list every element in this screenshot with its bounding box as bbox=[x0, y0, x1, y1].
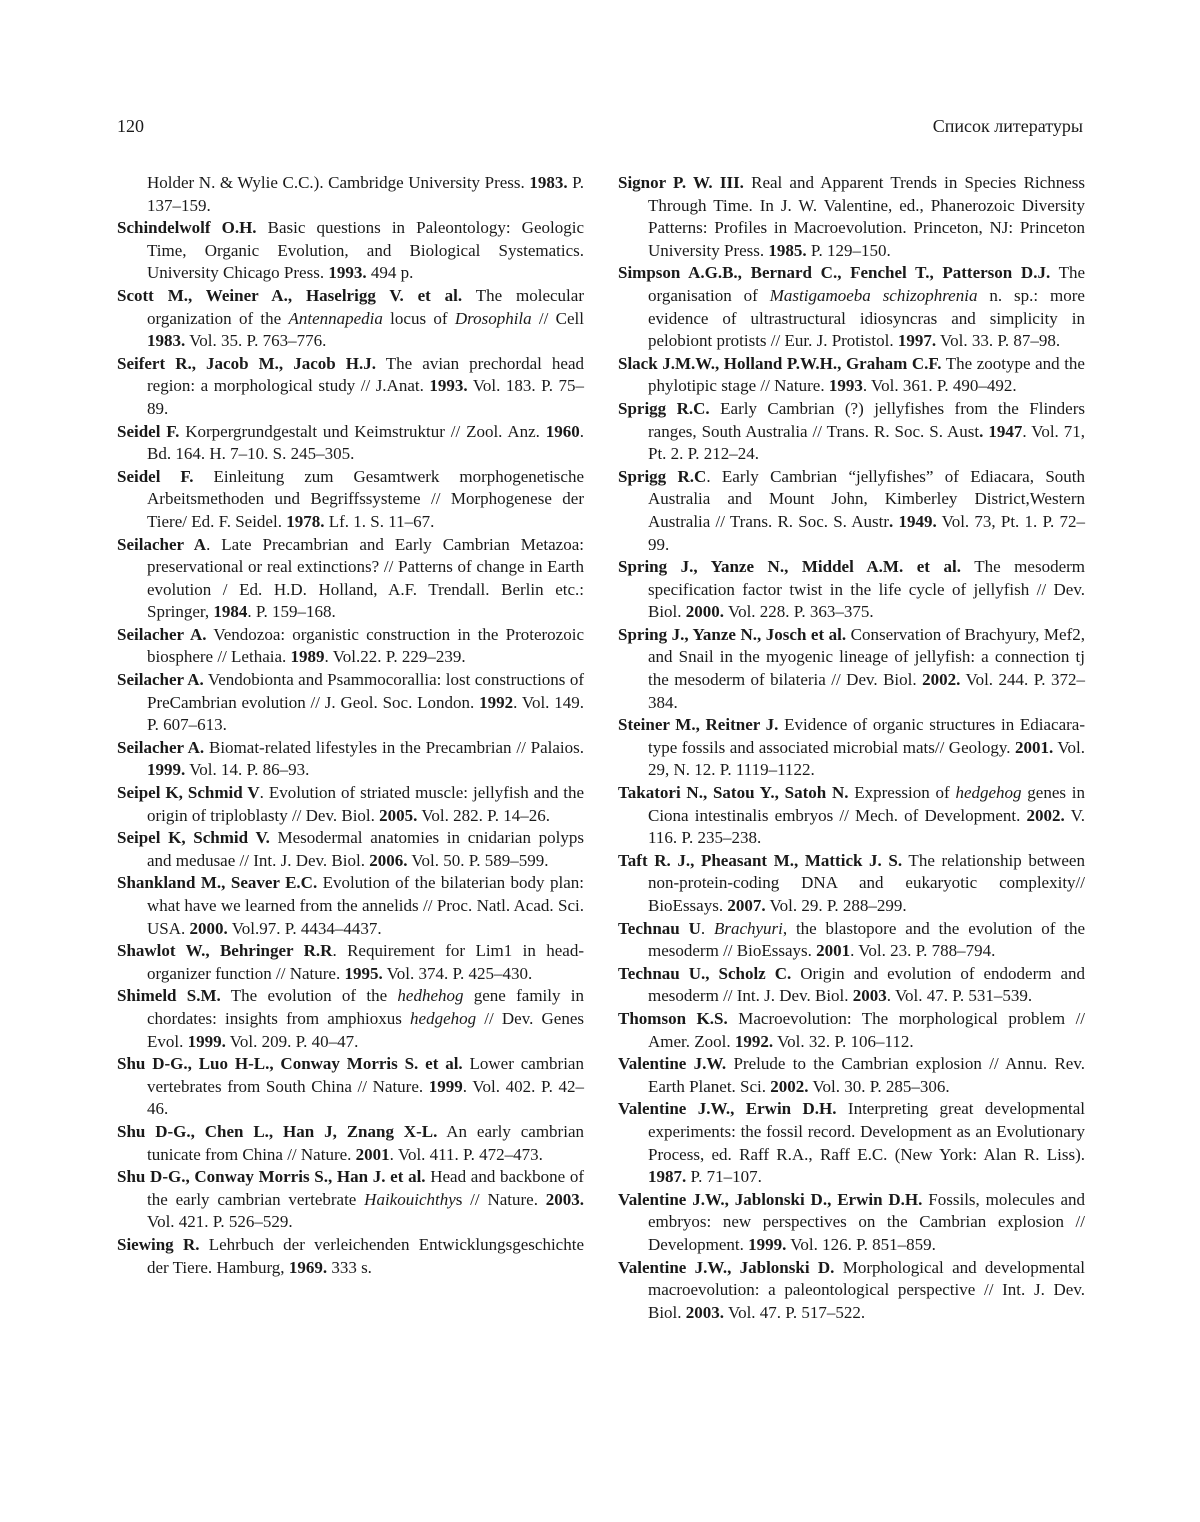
reference-bold-text: 2002. bbox=[1026, 805, 1065, 825]
reference-entry bbox=[117, 534, 584, 624]
reference-text: Evidence of organic structures in Ediacara-type fossils and associated microbial mats// Geology. bbox=[648, 715, 1085, 757]
reference-entry bbox=[117, 782, 584, 827]
reference-bold-text: Seilacher A. bbox=[117, 624, 207, 644]
reference-text: gene family in chordates: insights from amphioxus bbox=[147, 986, 584, 1028]
reference-text: . Late Precambrian and Early Cambrian Metazoa: preservational or real extinctions? // Patterns of change in Earth evolution / Ed. H.D. Holland, A.F. Trendall. Berlin etc.: Springer, bbox=[147, 534, 584, 622]
running-title: Список литературы bbox=[932, 116, 1083, 136]
reference-text: // Cell bbox=[531, 308, 584, 328]
reference-bold-text: Shu D-G., Conway Morris S., Han J. et al. bbox=[117, 1167, 426, 1187]
reference-text: Interpreting great developmental experiments: the fossil record. Development as an Evolutionary Process, ed. Raff R.A., Raff E.C. (New York: Alan R. Liss). bbox=[648, 1099, 1085, 1164]
reference-text: locus of bbox=[382, 308, 455, 328]
reference-text: . Vol. 23. P. 788–794. bbox=[850, 941, 996, 961]
reference-bold-text: Siewing R. bbox=[117, 1234, 200, 1254]
reference-text: , the blastopore and the evolution of the mesoderm // BioEssays. bbox=[648, 918, 1085, 961]
reference-text: . Vol. 47. P. 531–539. bbox=[886, 986, 1033, 1006]
reference-bold-text: 1999. bbox=[147, 760, 186, 780]
reference-bold-text: Takatori N., Satou Y., Satoh N. bbox=[618, 783, 849, 803]
reference-bold-text: 1992 bbox=[479, 692, 514, 712]
reference-bold-text: 2005. bbox=[379, 805, 418, 825]
reference-text: . Vol. 411. P. 472–473. bbox=[389, 1144, 543, 1164]
reference-text: The organisation of bbox=[648, 263, 1085, 305]
reference-text: . P. 159–168. bbox=[247, 602, 336, 622]
reference-bold-text: 2003 bbox=[852, 986, 887, 1006]
reference-bold-text: 1993. bbox=[328, 263, 367, 283]
reference-entry bbox=[117, 985, 584, 1053]
reference-bold-text: 1947 bbox=[988, 421, 1023, 441]
reference-bold-text: Scott M., Weiner A., Haselrigg V. et al. bbox=[117, 285, 463, 305]
reference-bold-text: Valentine J.W. bbox=[618, 1054, 727, 1074]
reference-text: Morphological and developmental macroevolution: a paleontological perspective // Int. J. Dev. Biol. bbox=[648, 1257, 1085, 1322]
reference-text: The molecular organization of the bbox=[147, 285, 584, 328]
right-column bbox=[618, 172, 1085, 1324]
reference-italic-text: Drosophila bbox=[454, 308, 532, 328]
reference-bold-text: Spring J., Yanze N., Josch et al. bbox=[618, 624, 847, 644]
reference-text: Head and backbone of the early cambrian vertebrate bbox=[147, 1167, 584, 1209]
reference-text: . Evolution of striated muscle: jellyfish and the origin of triploblasty // Dev. Biol. bbox=[147, 783, 584, 825]
reference-bold-text: 2007. bbox=[727, 896, 766, 915]
reference-bold-text: Sprigg R.C bbox=[618, 466, 707, 486]
reference-bold-text: 2002. bbox=[922, 670, 961, 690]
reference-bold-text: Seilacher A. bbox=[117, 737, 205, 757]
reference-text: Lf. 1. S. 11–67. bbox=[324, 511, 435, 531]
reference-text: Vol. 209. P. 40–47. bbox=[225, 1031, 359, 1051]
reference-text: Vol. 228. P. 363–375. bbox=[724, 602, 874, 622]
reference-text: . Bd. 164. H. 7–10. S. 245–305. bbox=[147, 421, 584, 464]
reference-entry bbox=[618, 353, 1085, 398]
reference-bold-text: Steiner M., Reitner J. bbox=[618, 715, 779, 735]
reference-bold-text: Schindelwolf O.H. bbox=[117, 218, 257, 238]
reference-bold-text: 1993. bbox=[429, 376, 468, 396]
reference-text: Lehrbuch der verleichenden Entwicklungsgeschichte der Tiere. Hamburg, bbox=[147, 1234, 584, 1277]
reference-text: An early cambrian tunicate from China // Nature. bbox=[147, 1121, 584, 1164]
reference-text: . Vol. 149. P. 607–613. bbox=[147, 692, 584, 735]
left-column bbox=[117, 172, 584, 1279]
reference-bold-text: 1985. bbox=[768, 240, 807, 260]
reference-text: Prelude to the Cambrian explosion // Annu. Rev. Earth Planet. Sci. bbox=[648, 1054, 1085, 1096]
reference-entry bbox=[117, 1121, 584, 1166]
reference-bold-text: Seidel F. bbox=[117, 421, 180, 441]
reference-text: Vol. 421. P. 526–529. bbox=[147, 1212, 293, 1232]
reference-bold-text: Sprigg R.C. bbox=[618, 398, 710, 418]
reference-italic-text: Antennapedia bbox=[288, 308, 383, 328]
reference-entry bbox=[618, 556, 1085, 624]
reference-text: Vendozoa: organistic construction in the Proterozoic biosphere // Lethaia. bbox=[147, 624, 584, 667]
reference-bold-text: Valentine J.W., Jablonski D. bbox=[618, 1257, 835, 1277]
reference-bold-text: 2001. bbox=[1014, 737, 1054, 757]
reference-entry bbox=[117, 872, 584, 940]
reference-text: Conservation of Brachyury, Mef2, and Snail in the myogenic lineage of jellyfish: a connection tj the mesoderm of bilateria // Dev. Biol. bbox=[648, 624, 1085, 690]
reference-text: Vol. 14. P. 86–93. bbox=[185, 760, 310, 780]
reference-bold-text: 1969. bbox=[288, 1257, 328, 1277]
reference-bold-text: Simpson A.G.B., Bernard C., Fenchel T., Patterson D.J. bbox=[618, 263, 1051, 283]
reference-italic-text: hedgehog bbox=[955, 783, 1022, 803]
reference-bold-text: Slack J.M.W., Holland P.W.H., Graham C.F. bbox=[618, 353, 942, 373]
reference-entry bbox=[618, 1189, 1085, 1257]
reference-entry bbox=[117, 737, 584, 782]
reference-text: . Vol. 361. P. 490–492. bbox=[862, 376, 1017, 396]
reference-bold-text: 1997. bbox=[897, 331, 937, 351]
reference-entry bbox=[117, 172, 584, 217]
reference-bold-text: Shimeld S.M. bbox=[117, 986, 221, 1006]
reference-text: The evolution of the bbox=[220, 986, 398, 1006]
reference-bold-text: Seidel F. bbox=[117, 466, 194, 486]
reference-text: Holder N. & Wylie C.C.). Cambridge University Press. bbox=[147, 173, 530, 192]
reference-bold-text: 2001 bbox=[816, 941, 851, 961]
reference-text: Vol. 73, Pt. 1. P. 72–99. bbox=[648, 511, 1086, 554]
reference-text: Real and Apparent Trends in Species Richness Through Time. In J. W. Valentine, ed., Phanerozoic Diversity Patterns: Profiles in Macroevolution. Princeton, NJ: Princeton University Press. bbox=[648, 173, 1085, 260]
reference-bold-text: Taft R. J., Pheasant M., Mattick J. S. bbox=[618, 850, 903, 870]
page-number: 120 bbox=[117, 116, 144, 136]
reference-text: Early Cambrian (?) jellyfishes from the Flinders ranges, South Australia // Trans. R. Soc. S. Aust bbox=[648, 398, 1085, 441]
reference-text: . bbox=[700, 918, 714, 938]
reference-entry bbox=[618, 963, 1085, 1008]
reference-text: The relationship between non-protein-coding DNA and eukaryotic complexity// BioEssays. bbox=[648, 850, 1085, 915]
reference-bold-text: 1978. bbox=[286, 511, 325, 531]
reference-entry bbox=[618, 624, 1085, 714]
reference-entry bbox=[618, 172, 1085, 262]
reference-entry bbox=[117, 624, 584, 669]
reference-bold-text: 1999 bbox=[428, 1076, 463, 1096]
reference-text: n. sp.: more evidence of ultrastructural idiosyncras and simplicity in pelobiont protists // Eur. J. Protistol. bbox=[648, 285, 1085, 351]
reference-text: V. 116. P. 235–238. bbox=[648, 805, 1085, 848]
reference-text: Basic questions in Paleontology: Geologic Time, Organic Evolution, and Biological Systematics. University Chicago Press. bbox=[147, 218, 584, 283]
reference-bold-text: 1984 bbox=[213, 602, 248, 622]
reference-bold-text: Thomson K.S. bbox=[618, 1008, 728, 1028]
reference-text: Vol. 183. P. 75–89. bbox=[147, 376, 584, 418]
reference-text: P. 71–107. bbox=[686, 1167, 762, 1187]
reference-text: Vol. 50. P. 589–599. bbox=[407, 850, 549, 870]
reference-bold-text: Seipel K, Schmid V bbox=[117, 783, 260, 803]
reference-text: Origin and evolution of endoderm and mesoderm // Int. J. Dev. Biol. bbox=[648, 963, 1085, 1006]
reference-text: Vol. 29, N. 12. P. 1119–1122. bbox=[648, 737, 1085, 780]
reference-bold-text: 1999. bbox=[187, 1031, 226, 1051]
reference-bold-text: 1960 bbox=[545, 421, 580, 441]
reference-text: P. 137–159. bbox=[147, 173, 584, 215]
reference-bold-text: 1983. bbox=[147, 331, 186, 351]
reference-bold-text: Valentine J.W., Erwin D.H. bbox=[618, 1099, 837, 1119]
reference-entry bbox=[618, 1098, 1085, 1188]
reference-entry bbox=[117, 285, 584, 353]
reference-bold-text: 2003. bbox=[545, 1189, 584, 1209]
reference-entry bbox=[618, 782, 1085, 850]
reference-italic-text: hedhehog bbox=[397, 986, 464, 1006]
reference-entry bbox=[618, 262, 1085, 352]
reference-bold-text: 2000. bbox=[189, 918, 228, 938]
reference-bold-text: 1949. bbox=[898, 511, 937, 531]
reference-bold-text: Spring J., Yanze N., Middel A.M. et al. bbox=[618, 557, 961, 577]
reference-entry bbox=[117, 466, 584, 534]
reference-entry bbox=[117, 1234, 584, 1279]
reference-text: The mesoderm specification factor twist in the life cycle of jellyfish // Dev. Biol. bbox=[648, 557, 1085, 622]
reference-text: Vol. 47. P. 517–522. bbox=[724, 1302, 866, 1322]
reference-entry bbox=[117, 669, 584, 737]
reference-text: Vol. 29. P. 288–299. bbox=[765, 896, 907, 915]
reference-text: The avian prechordal head region: a morphological study // J.Anat. bbox=[147, 353, 584, 396]
reference-entry bbox=[117, 1053, 584, 1121]
reference-entry bbox=[117, 421, 584, 466]
reference-text: Vol. 35. P. 763–776. bbox=[185, 331, 327, 351]
reference-text: Vol. 374. P. 425–430. bbox=[382, 963, 533, 983]
reference-bold-text: 1983. bbox=[529, 173, 568, 192]
reference-bold-text: Seilacher A. bbox=[117, 670, 204, 690]
reference-bold-text: Valentine J.W., Jablonski D., Erwin D.H. bbox=[618, 1189, 923, 1209]
reference-text: Vol. 33. P. 87–98. bbox=[936, 331, 1061, 351]
reference-italic-text: Brachyuri bbox=[713, 918, 783, 938]
reference-text: genes in Ciona intestinalis embryos // Mech. of Development. bbox=[648, 783, 1085, 825]
reference-text: Fossils, molecules and embryos: new perspectives on the Cambrian explosion // Development. bbox=[648, 1189, 1085, 1254]
reference-entry bbox=[618, 466, 1085, 556]
reference-entry bbox=[117, 217, 584, 285]
reference-text: . Vol.22. P. 229–239. bbox=[324, 647, 466, 667]
reference-bold-text: . bbox=[889, 511, 894, 531]
reference-entry bbox=[618, 918, 1085, 963]
reference-bold-text: Seifert R., Jacob M., Jacob H.J. bbox=[117, 353, 377, 373]
reference-entry bbox=[117, 827, 584, 872]
reference-text: Vol. 244. P. 372–384. bbox=[648, 670, 1085, 712]
reference-text: . Vol. 71, Pt. 2. P. 212–24. bbox=[648, 421, 1086, 464]
reference-text: Vol.97. P. 4434–4437. bbox=[227, 918, 382, 938]
reference-text: . Requirement for Lim1 in head-organizer function // Nature. bbox=[147, 941, 584, 983]
reference-italic-text: Mastigamoeba schizophrenia bbox=[769, 285, 978, 305]
page-header bbox=[117, 114, 1083, 138]
reference-bold-text: 1993 bbox=[828, 376, 863, 396]
reference-bold-text: Shankland M., Seaver E.C. bbox=[117, 873, 318, 893]
reference-text: Biomat-related lifestyles in the Precambrian // Palaios. bbox=[204, 737, 584, 757]
reference-bold-text: Seipel K, Schmid V. bbox=[117, 828, 270, 848]
reference-text: Vol. 32. P. 106–112. bbox=[773, 1031, 914, 1051]
reference-bold-text: Shu D-G., Luo H-L., Conway Morris S. et al. bbox=[117, 1054, 463, 1074]
reference-bold-text: Technau U., Scholz C. bbox=[618, 963, 792, 983]
reference-bold-text: Technau U bbox=[618, 918, 701, 938]
reference-text: Einleitung zum Gesamtwerk morphogenetische Arbeitsmethoden und Begriffssysteme // Morphogenese der Tiere/ Ed. F. Seidel. bbox=[147, 466, 584, 531]
reference-text: . Vol. 402. P. 42–46. bbox=[147, 1076, 584, 1119]
reference-bold-text: 1987. bbox=[648, 1167, 687, 1187]
reference-text: Expression of bbox=[848, 783, 956, 803]
reference-text: The zootype and the phylotipic stage // Nature. bbox=[648, 353, 1085, 396]
reference-text: 333 s. bbox=[327, 1257, 372, 1277]
reference-text: Mesodermal anatomies in cnidarian polyps and medusae // Int. J. Dev. Biol. bbox=[147, 828, 584, 870]
reference-text: Lower cambrian vertebrates from South China // Nature. bbox=[147, 1054, 584, 1096]
reference-entry bbox=[117, 353, 584, 421]
reference-text: Vendobionta and Psammocorallia: lost constructions of PreCambrian evolution // J. Geol. Soc. London. bbox=[147, 670, 584, 712]
reference-entry bbox=[618, 850, 1085, 918]
reference-text: P. 129–150. bbox=[806, 240, 891, 260]
reference-entry bbox=[618, 1257, 1085, 1325]
reference-bold-text: Shu D-G., Chen L., Han J, Znang X-L. bbox=[117, 1121, 438, 1141]
reference-bold-text: Seilacher A bbox=[117, 534, 207, 554]
reference-bold-text: 2003. bbox=[685, 1302, 725, 1322]
reference-text: Vol. 30. P. 285–306. bbox=[808, 1076, 950, 1096]
reference-text: // Dev. Genes Evol. bbox=[147, 1008, 584, 1051]
reference-entry bbox=[618, 1053, 1085, 1098]
reference-text: . Early Cambrian “jellyfishes” of Ediacara, South Australia and Mount John, Kimberley District,Western Australia // Trans. R. Soc. S. Austr bbox=[648, 466, 1085, 531]
reference-bold-text: 1989 bbox=[290, 647, 325, 667]
reference-bold-text: 2002. bbox=[770, 1076, 809, 1096]
reference-bold-text: 1995. bbox=[344, 963, 383, 983]
reference-text: s // Nature. bbox=[455, 1189, 546, 1209]
reference-italic-text: Haikouichthy bbox=[364, 1189, 456, 1209]
reference-text: Evolution of the bilaterian body plan: what have we learned from the annelids // Proc. Natl. Acad. Sci. USA. bbox=[147, 873, 584, 938]
reference-text: Vol. 282. P. 14–26. bbox=[417, 805, 550, 825]
reference-bold-text: 2001 bbox=[355, 1144, 390, 1164]
reference-text: 494 p. bbox=[366, 263, 414, 283]
reference-bold-text: 1992. bbox=[734, 1031, 774, 1051]
reference-bold-text: . bbox=[979, 421, 984, 441]
reference-bold-text: Shawlot W., Behringer R.R bbox=[117, 941, 333, 961]
reference-text: Macroevolution: The morphological problem // Amer. Zool. bbox=[648, 1008, 1086, 1051]
reference-text: Vol. 126. P. 851–859. bbox=[786, 1234, 936, 1254]
reference-italic-text: hedgehog bbox=[410, 1008, 477, 1028]
reference-bold-text: 1999. bbox=[748, 1234, 787, 1254]
reference-entry bbox=[618, 714, 1085, 782]
reference-bold-text: Signor P. W. III. bbox=[618, 173, 744, 192]
reference-entry bbox=[117, 1166, 584, 1234]
reference-text: Korpergrundgestalt und Keimstruktur // Zool. Anz. bbox=[179, 421, 546, 441]
reference-bold-text: 2000. bbox=[685, 602, 725, 622]
reference-entry bbox=[618, 1008, 1085, 1053]
reference-entry bbox=[117, 940, 584, 985]
reference-bold-text: 2006. bbox=[369, 850, 408, 870]
reference-entry bbox=[618, 398, 1085, 466]
